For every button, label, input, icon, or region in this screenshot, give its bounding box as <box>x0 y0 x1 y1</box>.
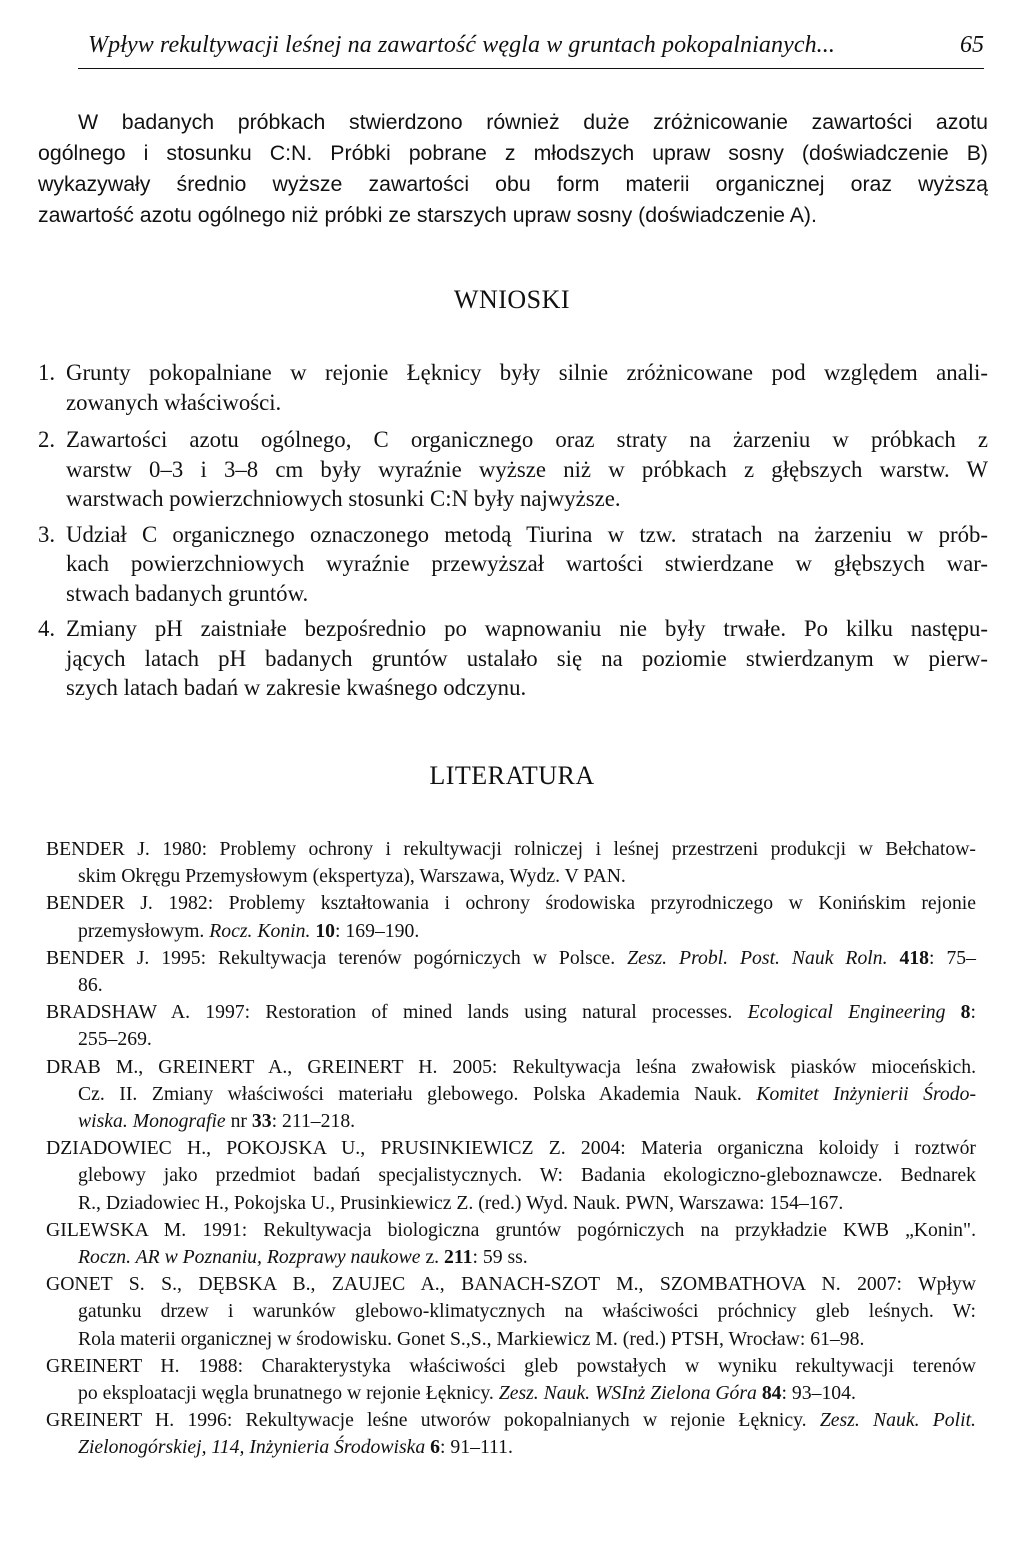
reference-list <box>46 836 976 1462</box>
conclusions-heading: WNIOSKI <box>453 285 571 314</box>
intro-line: ogólnego i stosunku C:N. Próbki pobrane z młodszych upraw sosny (doświadczenie B) <box>38 141 988 165</box>
conclusion-item <box>38 520 988 609</box>
reference-line: Zielonogórskiej, 114, Inżynieria Środowiska 6: 91–111. <box>78 1436 513 1459</box>
conclusion-number: 3. <box>38 521 56 547</box>
conclusion-item <box>38 358 988 417</box>
reference-line: GONET S. S., DĘBSKA B., ZAUJEC A., BANACH-SZOT M., SZOMBATHOVA N. 2007: Wpływ <box>46 1273 976 1296</box>
reference-line: Roczn. AR w Poznaniu, Rozprawy naukowe z. 211: 59 ss. <box>78 1246 528 1269</box>
conclusion-line: warstwach powierzchniowych stosunki C:N były najwyższe. <box>66 486 621 511</box>
reference-line: DZIADOWIEC H., POKOJSKA U., PRUSINKIEWICZ Z. 2004: Materia organiczna koloidy i roztwór <box>46 1137 976 1160</box>
conclusion-line: Udział C organicznego oznaczonego metodą Tiurina w tzw. stratach na żarzeniu w prób- <box>66 521 988 547</box>
reference-line: BENDER J. 1995: Rekultywacja terenów pogórniczych w Polsce. Zesz. Probl. Post. Nauk Roln. 418: 75– <box>46 946 976 969</box>
conclusion-line: szych latach badań w zakresie kwaśnego odczynu. <box>66 675 527 700</box>
reference-line: DRAB M., GREINERT A., GREINERT H. 2005: Rekultywacja leśna zwałowisk piasków mioceńskich. <box>46 1055 976 1078</box>
running-header <box>78 32 984 69</box>
reference-line: skim Okręgu Przemysłowym (ekspertyza), Warszawa, Wydz. V PAN. <box>78 865 626 888</box>
reference-line: przemysłowym. Rocz. Konin. 10: 169–190. <box>78 919 420 942</box>
reference-line: GREINERT H. 1988: Charakterystyka właściwości gleb powstałych w wyniku rekultywacji terenów <box>46 1354 976 1377</box>
reference-line: BRADSHAW A. 1997: Restoration of mined lands using natural processes. Ecological Engineering 8: <box>46 1001 976 1024</box>
running-title: Wpływ rekultywacji leśnej na zawartość węgla w gruntach pokopalnianych... <box>88 32 835 58</box>
literature-heading: LITERATURA <box>429 761 595 790</box>
reference-item <box>46 1271 976 1353</box>
conclusion-line: zowanych właściwości. <box>66 389 282 415</box>
reference-line: R., Dziadowiec H., Pokojska U., Prusinkiewicz Z. (red.) Wyd. Nauk. PWN, Warszawa: 154–167. <box>78 1191 844 1214</box>
reference-item <box>46 1217 976 1271</box>
conclusion-item <box>38 614 988 703</box>
reference-line: GILEWSKA M. 1991: Rekultywacja biologiczna gruntów pogórniczych na przykładzie KWB „Konin". <box>46 1218 976 1241</box>
reference-line: 255–269. <box>78 1028 152 1051</box>
reference-line: GREINERT H. 1996: Rekultywacje leśne utworów pokopalnianych w rejonie Łęknicy. Zesz. Nauk. Polit. <box>46 1409 976 1432</box>
reference-line: Cz. II. Zmiany właściwości materiału glebowego. Polska Akademia Nauk. Komitet Inżynierii Środo- <box>78 1082 977 1105</box>
reference-line: Rola materii organicznej w środowisku. Gonet S.,S., Markiewicz M. (red.) PTSH, Wrocław: 61–98. <box>78 1327 865 1350</box>
reference-item <box>46 890 976 944</box>
reference-item <box>46 1054 976 1136</box>
reference-item <box>46 999 976 1053</box>
reference-line: gatunku drzew i warunków glebowo-klimatycznych na właściwości próchnicy gleb leśnych. W: <box>78 1300 976 1323</box>
reference-item <box>46 836 976 890</box>
reference-item <box>46 1407 976 1461</box>
reference-line: BENDER J. 1982: Problemy kształtowania i ochrony środowiska przyrodniczego w Konińskim rejonie <box>46 892 976 915</box>
conclusion-line: stwach badanych gruntów. <box>66 580 309 606</box>
intro-line: wykazywały średnio wyższe zawartości obu form materii organicznej oraz wyższą <box>38 172 988 196</box>
reference-line: wiska. Monografie nr 33: 211–218. <box>78 1110 356 1133</box>
conclusion-line: kach powierzchniowych wyraźnie przewyższał wartości stwierdzane w głębszych war- <box>66 551 988 576</box>
reference-line: 86. <box>78 974 103 997</box>
conclusions-list <box>38 358 988 703</box>
intro-line: W badanych próbkach stwierdzono również duże zróżnicowanie zawartości azotu <box>78 110 988 134</box>
conclusion-line: Zawartości azotu ogólnego, C organicznego oraz straty na żarzeniu w próbkach z <box>66 427 988 452</box>
intro-paragraph <box>38 107 988 231</box>
conclusion-number: 4. <box>38 616 56 641</box>
reference-line: po eksploatacji węgla brunatnego w rejonie Łęknicy. Zesz. Nauk. WSInż Zielona Góra 84: 93–104. <box>78 1382 856 1405</box>
reference-line: glebowy jako przedmiot badań specjalistycznych. W: Badania ekologiczno-gleboznawcze. Bednarek <box>78 1164 976 1187</box>
reference-item <box>46 1353 976 1407</box>
reference-item <box>46 945 976 999</box>
conclusion-item <box>38 425 988 514</box>
page-number: 65 <box>960 32 984 58</box>
conclusion-line: warstw 0–3 i 3–8 cm były wyraźnie wyższe niż w próbkach z głębszych warstw. W <box>66 456 988 482</box>
conclusion-number: 1. <box>38 360 56 385</box>
conclusion-line: jących latach pH badanych gruntów ustalało się na poziomie stwierdzanym w pierw- <box>66 645 988 671</box>
conclusion-number: 2. <box>38 427 56 452</box>
conclusion-line: Zmiany pH zaistniałe bezpośrednio po wapnowaniu nie były trwałe. Po kilku następu- <box>66 616 988 641</box>
reference-line: BENDER J. 1980: Problemy ochrony i rekultywacji rolniczej i leśnej przestrzeni produkcji w Bełchatow- <box>46 838 976 860</box>
intro-line: zawartość azotu ogólnego niż próbki ze starszych upraw sosny (doświadczenie A). <box>38 203 817 227</box>
reference-item <box>46 1135 976 1217</box>
conclusion-line: Grunty pokopalniane w rejonie Łęknicy były silnie zróżnicowane pod względem anali- <box>66 360 988 385</box>
